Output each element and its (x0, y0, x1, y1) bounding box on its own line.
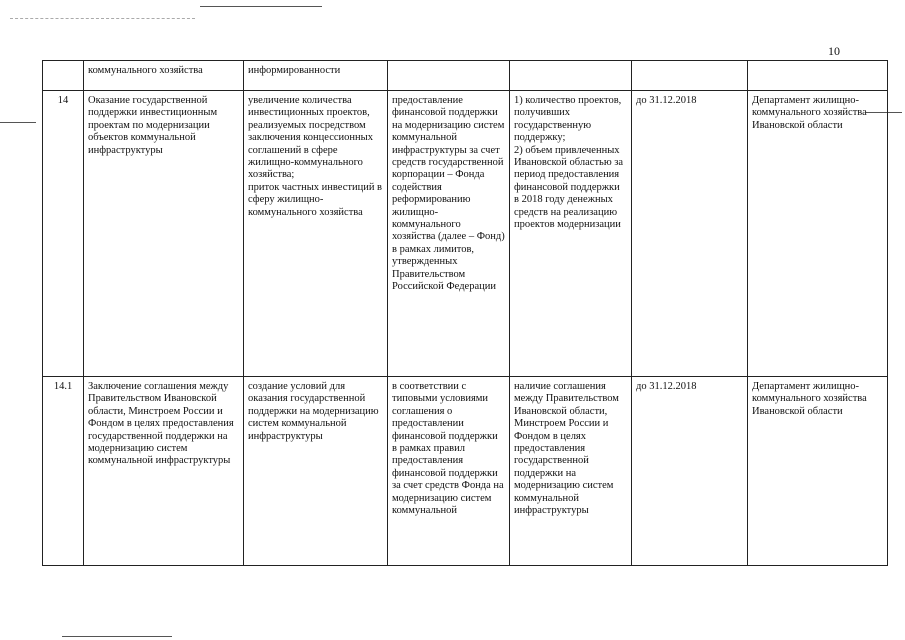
table-row-14-1 (43, 377, 888, 566)
scan-line-bottom (62, 636, 172, 637)
row-number (43, 61, 84, 91)
row-number: 14 (43, 91, 84, 377)
plan-table (42, 60, 888, 566)
deadline-cell (632, 61, 748, 91)
responsible-cell (748, 61, 888, 91)
scan-mark-left (0, 122, 36, 123)
result-cell: информированности (244, 61, 388, 91)
responsible-cell: Департамент жилищно-коммунального хозяйства Ивановской области (748, 91, 888, 377)
scan-line-top (200, 6, 322, 7)
table-row-continuation (43, 61, 888, 91)
activity-cell: Оказание государственной поддержки инвестиционным проектам по модернизации объектов коммунальной инфраструктуры (84, 91, 244, 377)
responsible-cell: Департамент жилищно-коммунального хозяйства Ивановской области (748, 377, 888, 566)
result-cell: увеличение количества инвестиционных проектов, реализуемых посредством заключения концессионных соглашений в сфере жилищно-коммунального хозяйства; приток частных инвестиций в сферу жилищно-коммунального хозяйства (244, 91, 388, 377)
page-number: 10 (828, 44, 840, 58)
activity-cell: Заключение соглашения между Правительством Ивановской области, Минстроем России и Фондом в целях предоставления государственной поддержки на модернизацию систем коммунальной инфраструктуры (84, 377, 244, 566)
table-row-14 (43, 91, 888, 377)
mechanism-cell (388, 61, 510, 91)
indicator-cell (510, 61, 632, 91)
row-number: 14.1 (43, 377, 84, 566)
deadline-cell: до 31.12.2018 (632, 91, 748, 377)
activity-cell: коммунального хозяйства (84, 61, 244, 91)
mechanism-cell: предоставление финансовой поддержки на модернизацию систем коммунальной инфраструктуры за счет средств государственной корпорации – Фонда содействия реформированию жилищно-коммунального хозяйства (далее – Фонд) в рамках лимитов, утвержденных Правительством Российской Федерации (388, 91, 510, 377)
scan-line-top-left (10, 18, 195, 19)
mechanism-cell: в соответствии с типовыми условиями соглашения о предоставлении финансовой поддержки в рамках правил предоставления финансовой поддержки за счет средств Фонда на модернизацию систем коммунальной (388, 377, 510, 566)
result-cell: создание условий для оказания государственной поддержки на модернизацию систем коммунальной инфраструктуры (244, 377, 388, 566)
indicator-cell: наличие соглашения между Правительством Ивановской области, Минстроем России и Фондом в целях предоставления государственной поддержки на модернизацию систем коммунальной инфраструктуры (510, 377, 632, 566)
indicator-cell: 1) количество проектов, получивших государственную поддержку; 2) объем привлеченных Ивановской областью за период предоставления финансовой поддержки в 2018 году денежных средств на реализацию проектов модернизации (510, 91, 632, 377)
deadline-cell: до 31.12.2018 (632, 377, 748, 566)
